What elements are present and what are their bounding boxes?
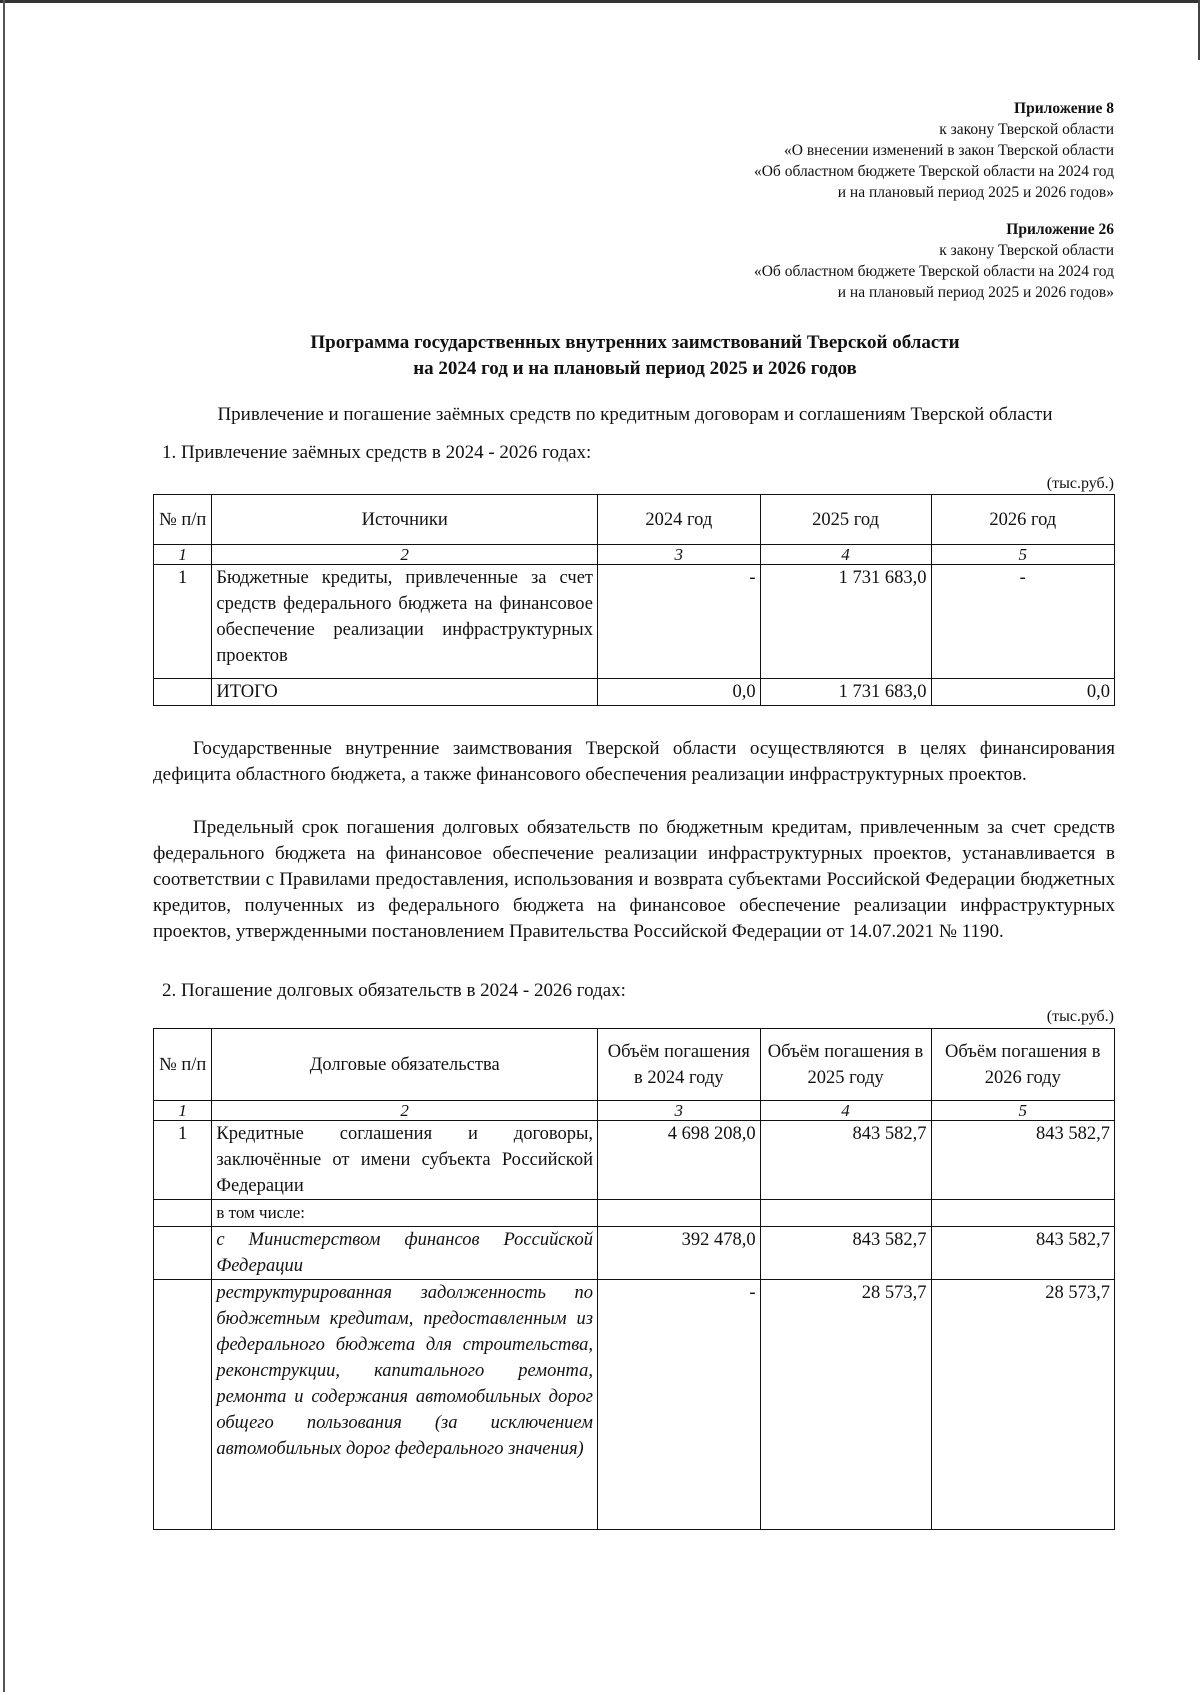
repayment-table xyxy=(153,1028,1115,1530)
value-2024: - xyxy=(598,565,761,679)
row-number xyxy=(154,1280,212,1530)
table-header-row xyxy=(154,495,1115,545)
total-label: ИТОГО xyxy=(212,679,598,706)
header-cell: 2025 год xyxy=(760,495,931,545)
scan-top-edge xyxy=(0,0,1200,3)
borrowing-table xyxy=(153,494,1115,706)
value-2025: 843 582,7 xyxy=(760,1121,931,1200)
value-2026: 843 582,7 xyxy=(931,1227,1114,1280)
column-number: 1 xyxy=(154,1101,212,1121)
header-cell: Источники xyxy=(212,495,598,545)
appendix-8-line: «О внесении изменений в закон Тверской области xyxy=(784,142,1114,159)
appendix-26-line: «Об областном бюджете Тверской области на 2024 год xyxy=(753,263,1114,280)
column-number: 1 xyxy=(154,545,212,565)
total-2024: 0,0 xyxy=(598,679,761,706)
section-2-unit: (тыс.руб.) xyxy=(1046,1008,1114,1025)
document-subtitle: Привлечение и погашение заёмных средств по кредитным договорам и соглашениям Тверской области xyxy=(217,404,1053,425)
paragraph-maturity xyxy=(153,815,1115,945)
value-2024: - xyxy=(598,1280,761,1530)
header-cell: Долговые обязательства xyxy=(212,1029,598,1101)
value-2026: - xyxy=(931,565,1114,679)
row-number: 1 xyxy=(154,1121,212,1200)
value-2025: 1 731 683,0 xyxy=(760,565,931,679)
appendix-8-line: к закону Тверской области xyxy=(939,121,1114,138)
document-title-line-1: Программа государственных внутренних заимствований Тверской области xyxy=(310,332,960,353)
paragraph-text: Государственные внутренние заимствования Тверской области осуществляются в целях финансирования дефицита областного бюджета, а также финансового обеспечения реализации инфраструктурных проектов. xyxy=(153,738,1115,785)
header-cell: Объём погашения в 2026 году xyxy=(931,1029,1114,1101)
table-row xyxy=(154,565,1115,679)
column-number: 2 xyxy=(212,1101,598,1121)
table-row xyxy=(154,1200,1115,1227)
table-header-row xyxy=(154,1029,1115,1101)
appendix-26-line: и на плановый период 2025 и 2026 годов» xyxy=(837,284,1114,301)
value-2026: 843 582,7 xyxy=(931,1121,1114,1200)
value-2025: 28 573,7 xyxy=(760,1280,931,1530)
row-number xyxy=(154,1200,212,1227)
appendix-8-title: Приложение 8 xyxy=(1014,100,1114,117)
column-number-row xyxy=(154,545,1115,565)
section-1-unit: (тыс.руб.) xyxy=(1046,475,1114,492)
paragraph-purpose xyxy=(153,736,1115,788)
scan-left-edge xyxy=(3,0,5,1692)
table-row xyxy=(154,1227,1115,1280)
column-number: 4 xyxy=(760,545,931,565)
row-description: Бюджетные кредиты, привлеченные за счет средств федерального бюджета на финансовое обеспечение реализации инфраструктурных проектов xyxy=(212,565,598,679)
value-2025 xyxy=(760,1200,931,1227)
row-number: 1 xyxy=(154,565,212,679)
value-2026 xyxy=(931,1200,1114,1227)
header-cell: № п/п xyxy=(154,495,212,545)
header-cell: Объём погашения в 2024 году xyxy=(598,1029,761,1101)
header-cell: Объём погашения в 2025 году xyxy=(760,1029,931,1101)
appendix-26-line: к закону Тверской области xyxy=(939,242,1114,259)
total-empty-cell xyxy=(154,679,212,706)
table-row xyxy=(154,1280,1115,1530)
appendix-26-header xyxy=(754,219,1114,303)
appendix-8-line: и на плановый период 2025 и 2026 годов» xyxy=(837,184,1114,201)
appendix-8-header xyxy=(754,98,1114,203)
document-title-line-2: на 2024 год и на плановый период 2025 и 2026 годов xyxy=(413,358,857,379)
column-number: 3 xyxy=(598,1101,761,1121)
section-1-heading: 1. Привлечение заёмных средств в 2024 - 2026 годах: xyxy=(162,442,592,463)
row-number xyxy=(154,1227,212,1280)
paragraph-text: Предельный срок погашения долговых обязательств по бюджетным кредитам, привлеченным за счет средств федерального бюджета на финансовое обеспечение реализации инфраструктурных проектов, устанавливается в соответствии с Правилами предоставления, использования и возврата субъектами Российской Федерации бюджетных кредитов, полученных из федерального бюджета на финансовое обеспечение реализации инфраструктурных проектов, утвержденными постановлением Правительства Российской Федерации от 14.07.2021 № 1190. xyxy=(153,817,1115,942)
value-2024: 4 698 208,0 xyxy=(598,1121,761,1200)
table-row xyxy=(154,1121,1115,1200)
value-2026: 28 573,7 xyxy=(931,1280,1114,1530)
document-title xyxy=(150,330,1120,382)
total-2026: 0,0 xyxy=(931,679,1114,706)
section-2-heading: 2. Погашение долговых обязательств в 2024 - 2026 годах: xyxy=(162,980,626,1001)
row-description: реструктурированная задолженность по бюджетным кредитам, предоставленным из федерального бюджета для строительства, реконструкции, капитального ремонта, ремонта и содержания автомобильных дорог общего пользования (за исключением автомобильных дорог федерального значения) xyxy=(212,1280,598,1530)
value-2024: 392 478,0 xyxy=(598,1227,761,1280)
appendix-26-title: Приложение 26 xyxy=(1006,221,1114,238)
total-2025: 1 731 683,0 xyxy=(760,679,931,706)
row-description: Кредитные соглашения и договоры, заключённые от имени субъекта Российской Федерации xyxy=(212,1121,598,1200)
header-cell: 2026 год xyxy=(931,495,1114,545)
column-number: 5 xyxy=(931,545,1114,565)
row-description: с Министерством финансов Российской Федерации xyxy=(212,1227,598,1280)
column-number: 2 xyxy=(212,545,598,565)
row-description: в том числе: xyxy=(212,1200,598,1227)
column-number: 5 xyxy=(931,1101,1114,1121)
value-2024 xyxy=(598,1200,761,1227)
total-row xyxy=(154,679,1115,706)
column-number: 3 xyxy=(598,545,761,565)
value-2025: 843 582,7 xyxy=(760,1227,931,1280)
header-cell: № п/п xyxy=(154,1029,212,1101)
header-cell: 2024 год xyxy=(598,495,761,545)
column-number-row xyxy=(154,1101,1115,1121)
column-number: 4 xyxy=(760,1101,931,1121)
appendix-8-line: «Об областном бюджете Тверской области на 2024 год xyxy=(753,163,1114,180)
